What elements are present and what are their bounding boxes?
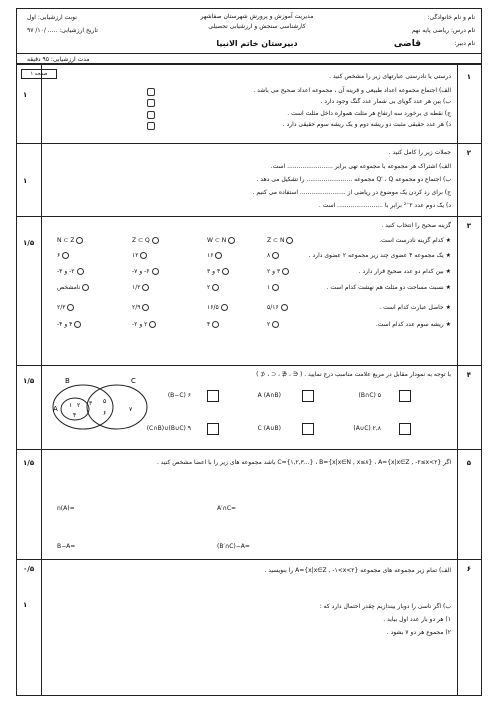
venn-number: ۶ bbox=[103, 410, 107, 417]
q3-row4-opt4[interactable]: نامشخص bbox=[57, 284, 89, 291]
q3-row1-opt2[interactable]: W ⊂ N bbox=[207, 237, 235, 244]
venn-number: ۳ bbox=[89, 400, 93, 407]
q4-item-1: ۵ (B∩C) bbox=[358, 392, 381, 399]
q4-item-5: (A∪B) C bbox=[257, 425, 281, 432]
q4-score: ۱/۵ bbox=[23, 377, 35, 385]
q3-row3-opt3[interactable]: ۶- و ۷- bbox=[132, 268, 159, 275]
teacher-label: نام دبیر: bbox=[454, 40, 475, 47]
questions-table bbox=[16, 64, 482, 696]
q1-checkbox-d[interactable] bbox=[147, 122, 155, 130]
venn-number: ۵ bbox=[103, 398, 107, 405]
q3-row6-opt4[interactable]: ۴ و ۴- bbox=[57, 321, 81, 328]
q2-divider bbox=[17, 216, 481, 217]
school-name: دبیرستان خاتم الانبیا bbox=[216, 39, 298, 48]
q1-checkbox-c[interactable] bbox=[147, 111, 155, 119]
q1-title: درستی یا نادرستی عبارتهای زیر را مشخص کنید . bbox=[329, 73, 451, 80]
q5-item-n-a: n(A)= bbox=[57, 505, 75, 512]
venn-diagram bbox=[45, 367, 155, 437]
org-line-1: مدیریت آموزش و پرورش شهرستان صفاشهر bbox=[200, 13, 314, 20]
venn-number: ۷ bbox=[129, 406, 133, 413]
q4-answer-box[interactable] bbox=[302, 390, 314, 402]
exam-header bbox=[16, 8, 482, 64]
student-name-label: نام و نام خانوادگی: bbox=[427, 14, 475, 21]
q3-row2-opt2[interactable]: ۱۶ bbox=[207, 252, 222, 259]
q1-score: ۱ bbox=[23, 91, 28, 99]
q3-row2-opt4[interactable]: ۶ bbox=[57, 252, 69, 259]
venn-label-b: B bbox=[65, 377, 70, 385]
q3-row3-text: ★ بین کدام دو عدد صحیح قرار دارد . bbox=[358, 268, 451, 275]
q1-number: ۱ bbox=[466, 73, 471, 81]
q2-item-a: الف) اشتراک هر مجموعه با مجموعه تهی برابر ........................ است. bbox=[270, 163, 451, 170]
q5-score: ۱/۵ bbox=[23, 459, 35, 467]
q3-row5-text: ★ حاصل عبارت کدام است . bbox=[379, 304, 451, 311]
q3-row5-opt1[interactable]: ۵/۱۶ bbox=[267, 304, 288, 311]
q4-item-2: (A∩B) A bbox=[257, 392, 281, 399]
q3-divider bbox=[17, 365, 481, 366]
q3-row4-opt3[interactable]: ۱/۲ bbox=[132, 284, 149, 291]
q3-row2-opt3[interactable]: ۱۲ bbox=[132, 252, 147, 259]
q4-answer-box[interactable] bbox=[399, 423, 411, 435]
q4-answer-box[interactable] bbox=[207, 423, 219, 435]
venn-number: ۱ bbox=[69, 402, 73, 409]
exam-duration: مدت ارزشیابی: ۹۵ دقیقه bbox=[27, 56, 90, 63]
venn-label-a: A bbox=[53, 405, 58, 413]
page-note-box: صفحه ۱ bbox=[21, 69, 57, 79]
q5-title: اگر C={۱,۲,۳...} ، B={x|x∈N , x≤۸} ، A={x|x∈Z , -۲≤x<۲} باشد مجموعه های زیر را با اعضا مشخص کنید . bbox=[156, 459, 451, 466]
q3-row4-opt2[interactable]: ۲ bbox=[207, 284, 219, 291]
venn-label-c: C bbox=[131, 377, 136, 385]
q3-row3-opt2[interactable]: ۴ و ۳ bbox=[207, 268, 229, 275]
q6-item-b1: ۱) هر دو بار عدد اول بیاید . bbox=[383, 616, 451, 623]
q6-item-a: الف) تمام زیر مجموعه های مجموعه A={x|x∈Z , -۱<x<۲} را بنویسید . bbox=[264, 567, 451, 574]
q1-divider bbox=[17, 143, 481, 144]
teacher-name: قاضی bbox=[393, 39, 421, 49]
q4-answer-box[interactable] bbox=[399, 390, 411, 402]
q5-item-b-minus-a: B−A= bbox=[57, 543, 76, 550]
score-column-divider bbox=[41, 65, 42, 695]
q3-row3-opt4[interactable]: ۲- و ۳- bbox=[57, 268, 84, 275]
q3-row6-opt1[interactable]: ۲ bbox=[267, 321, 279, 328]
header-divider bbox=[17, 53, 481, 54]
exam-date: تاریخ ارزشیابی: ..... /۱۰/ ۹۷ bbox=[27, 27, 98, 34]
q6-item-b2: ۲) مجموع هر دو ۷ بشود . bbox=[386, 629, 451, 636]
q3-number: ۳ bbox=[466, 222, 471, 230]
q3-row1-opt1[interactable]: Z ⊂ N bbox=[267, 237, 293, 244]
q4-answer-box[interactable] bbox=[207, 390, 219, 402]
q1-item-c: ج) نقطه ی برخورد سه ارتفاع هر مثلث همواره داخل مثلث است . bbox=[287, 110, 451, 117]
q5-number: ۵ bbox=[466, 459, 471, 467]
org-line-2: کارشناسی سنجش و ارزشیابی تحصیلی bbox=[208, 23, 306, 30]
q3-title: گزینه صحیح را انتخاب کنید . bbox=[381, 222, 451, 229]
q4-number: ۴ bbox=[466, 371, 471, 379]
venn-number: ۲ bbox=[77, 402, 81, 409]
q6-score-a: ۰/۵ bbox=[23, 565, 35, 573]
q4-divider bbox=[17, 449, 481, 450]
q1-item-b: ب) بین هر عدد گویای بی شمار عدد گنگ وجود دارد . bbox=[320, 98, 451, 105]
q5-item-bc-minus-a: (B′∩C)−A= bbox=[217, 543, 250, 550]
q1-item-d: د) هر عدد حقیقی مثبت دو ریشه دوم و یک ریشه سوم حقیقی دارد . bbox=[282, 121, 451, 128]
q3-row5-opt3[interactable]: ۲/۹ bbox=[132, 304, 149, 311]
q3-row5-opt4[interactable]: ۲/۳ bbox=[57, 304, 74, 311]
q1-checkbox-a[interactable] bbox=[147, 88, 155, 96]
exam-round: نوبت ارزشیابی: اول bbox=[27, 14, 77, 21]
q4-title: با توجه به نمودار مقابل در مربع علامت مناسب درج نمایید . ( ∈ ، ∉ ، ⊂ ، ⊄ ) bbox=[256, 371, 451, 378]
q6-number: ۶ bbox=[466, 565, 471, 573]
q4-item-4: ۲,۸ (A∪C) bbox=[353, 425, 381, 432]
q1-item-a: الف) اجتماع مجموعه اعداد طبیعی و قرینه آن ، مجموعه اعداد صحیح می باشد . bbox=[253, 87, 451, 94]
q2-item-c: ج) برای رد کردن یک موضوع در ریاضی از ........................ استفاده می کنیم . bbox=[252, 189, 451, 196]
q2-number: ۲ bbox=[466, 149, 471, 157]
q2-title: جملات زیر را کامل کنید . bbox=[388, 149, 451, 156]
q3-row2-opt1[interactable]: ۸ bbox=[267, 252, 279, 259]
q6-score-b: ۱ bbox=[23, 601, 28, 609]
q2-item-b: ب) اجتماع دو مجموعه Q' ، Q مجموعه ........................ را تشکیل می دهد . bbox=[256, 176, 451, 183]
q3-row1-opt4[interactable]: N ⊂ Z bbox=[57, 237, 83, 244]
q4-item-3: ۶ (B−C) bbox=[167, 392, 191, 399]
q3-row6-opt2[interactable]: ۴ bbox=[207, 321, 219, 328]
q3-row1-text: ★ کدام گزینه نادرست است. bbox=[379, 237, 451, 244]
q1-checkbox-b[interactable] bbox=[147, 99, 155, 107]
q5-item-a-prime-c: A′∩C= bbox=[217, 505, 237, 512]
q4-item-6: ۹ (B∪C)∪(C∩B) bbox=[146, 425, 191, 432]
q3-row5-opt2[interactable]: ۱۶/۵ bbox=[207, 304, 228, 311]
q3-row1-opt3[interactable]: Z ⊂ Q bbox=[132, 237, 159, 244]
q2-score: ۱ bbox=[23, 177, 28, 185]
number-column-divider bbox=[457, 65, 458, 695]
q5-divider bbox=[17, 559, 481, 560]
q3-row6-opt3[interactable]: ۲ و ۲- bbox=[132, 321, 156, 328]
q3-row4-opt1[interactable]: ۱ bbox=[267, 284, 279, 291]
course-label: نام درس: ریاضی پایه نهم bbox=[411, 27, 475, 34]
q3-row2-text: ★ یک مجموعه ۴ عضوی چند زیر مجموعه ۲ عضوی دارد . bbox=[308, 252, 451, 259]
q2-item-d: د) یک دوم عدد ۲⁻² برابر با ........................ است . bbox=[318, 202, 451, 209]
venn-number: ۴ bbox=[73, 412, 77, 419]
q3-row4-text: ★ نسبت مساحت دو مثلث هم نهشت کدام است . bbox=[326, 284, 451, 291]
q3-row3-opt1[interactable]: ۳ و ۲ bbox=[267, 268, 289, 275]
q6-item-b: ب) اگر تاسی را دوبار بیندازیم چقدر احتمال دارد که : bbox=[319, 603, 451, 610]
q4-answer-box[interactable] bbox=[302, 423, 314, 435]
q3-score: ۱/۵ bbox=[23, 239, 35, 247]
q3-row6-text: ★ ریشه سوم عدد کدام است. bbox=[375, 321, 451, 328]
